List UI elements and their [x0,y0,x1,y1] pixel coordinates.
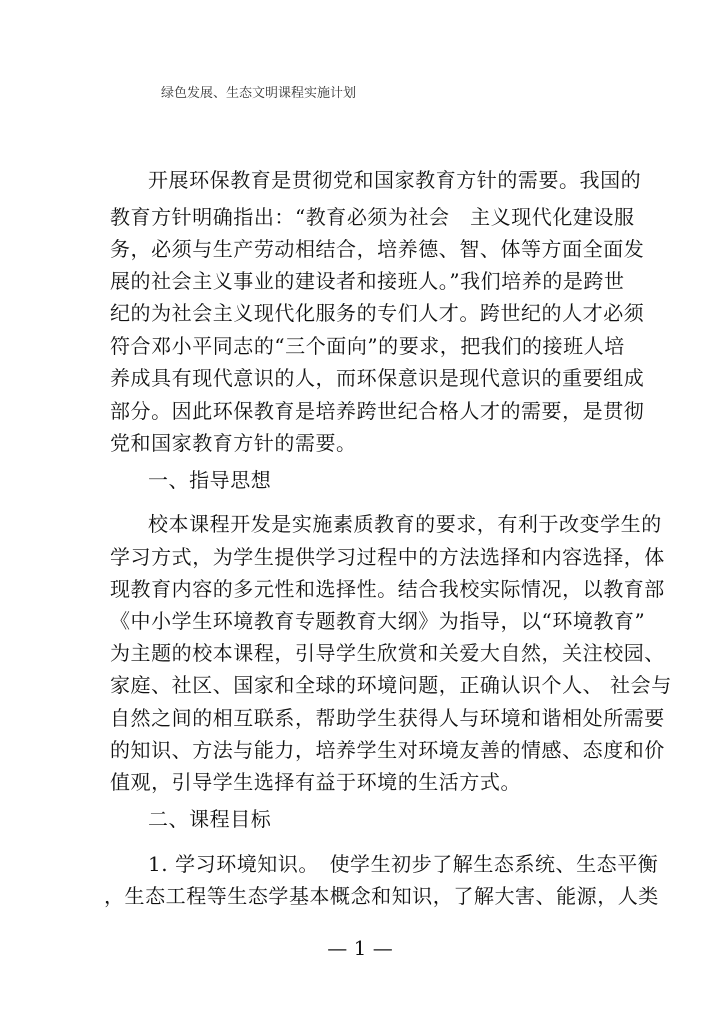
section-heading-course-objectives: 二、课程目标 [148,807,272,831]
paragraph-line: 的知识、方法与能力，培养学生对环境友善的情感、态度和价 [110,738,665,762]
page-number: — 1 — [327,936,393,960]
paragraph-line: 现教育内容的多元性和选择性。结合我校实际情况，以教育部 [110,577,665,601]
paragraph-line: 教育方针明确指出：“教育必须为社会 主义现代化建设服 [110,205,635,229]
running-header: 绿色发展、生态文明课程实施计划 [161,86,357,101]
paragraph-line: 1. 学习环境知识。 使学生初步了解生态系统、生态平衡 [148,852,659,876]
paragraph-line: 值观，引导学生选择有益于环境的生活方式。 [110,770,521,794]
paragraph-line: 学习方式，为学生提供学习过程中的方法选择和内容选择，体 [110,545,665,569]
paragraph-line: 自然之间的相互联系，帮助学生获得人与环境和谐相处所需要 [110,706,665,730]
paragraph-line: 为主题的校本课程，引导学生欣赏和关爱大自然，关注校园、 [110,641,665,665]
paragraph-line: 开展环保教育是贯彻党和国家教育方针的需要。我国的 [148,168,642,192]
paragraph-line: 部分。因此环保教育是培养跨世纪合格人才的需要，是贯彻 [110,399,645,423]
paragraph-line: 家庭、社区、国家和全球的环境问题，正确认识个人、 社会与 [110,673,672,697]
paragraph-line: 党和国家教育方针的需要。 [110,431,357,455]
paragraph-line: 《中小学生环境教育专题教育大纲》为指导，以“环境教育” [110,609,646,633]
paragraph-line: 纪的为社会主义现代化服务的专们人才。跨世纪的人才必须 [110,301,645,325]
paragraph-line: 务，必须与生产劳动相结合，培养德、智、体等方面全面发 [110,237,645,261]
paragraph-line: 校本课程开发是实施素质教育的要求，有利于改变学生的 [148,512,662,536]
section-heading-guiding-ideology: 一、指导思想 [148,468,272,492]
paragraph-line: ，生态工程等生态学基本概念和知识，了解大害、能源，人类 [104,884,659,908]
paragraph-line: 符合邓小平同志的“三个面向”的要求，把我们的接班人培 [110,334,625,358]
paragraph-line: 展的社会主义事业的建设者和接班人。”我们培养的是跨世 [110,269,625,293]
paragraph-line: 养成具有现代意识的人，而环保意识是现代意识的重要组成 [110,366,645,390]
